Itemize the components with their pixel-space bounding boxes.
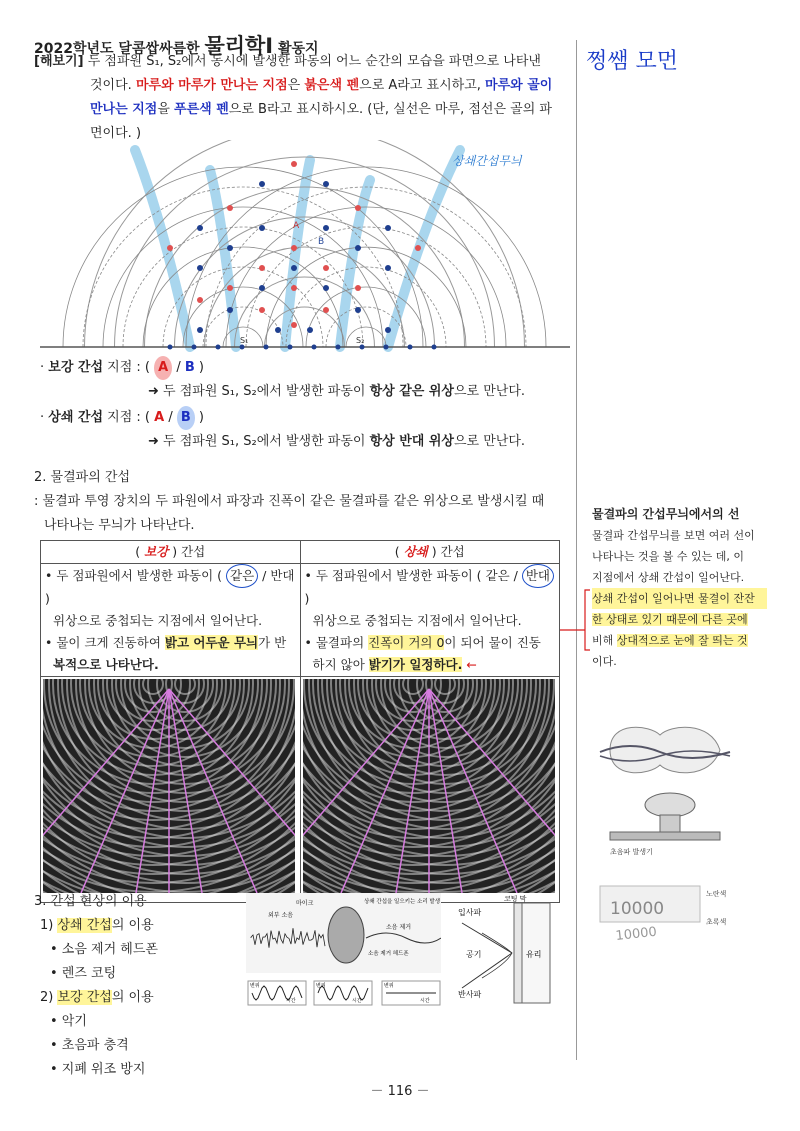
t: 보강 [144,544,169,559]
t: 마루와 골이 [485,78,553,93]
banknote-label-2: 초록색 [706,918,727,926]
mini-graph-disp: 변위 [384,983,394,989]
outer-arc [235,277,375,347]
point-b-label: B [318,237,325,247]
section-3 [34,890,254,1082]
t: · [40,360,49,375]
t: 2) [40,990,58,1005]
label-noise: 외부 소음 [268,912,294,919]
table-head-left [41,541,301,564]
title-subject: 물리학Ⅰ [204,34,274,58]
constructive-explanation [40,380,570,404]
ripple [435,679,455,694]
t [34,986,254,1010]
banknote-value: 10000 [610,899,665,919]
blue-dot [197,327,203,333]
red-dot [355,205,361,211]
red-dot [259,307,265,313]
table-left-text [41,564,301,677]
t: • 악기 [50,1014,87,1029]
red-dot [291,285,297,291]
t: ) [194,360,204,375]
t [45,632,296,654]
baseline-dot [192,345,197,350]
ripple [175,679,195,694]
bracket-arrow [560,580,596,660]
t: 항상 같은 위상 [369,384,454,399]
t: 지점 : ( [103,360,155,375]
section-2-desc-1: : 물결파 투영 장치의 두 파원에서 파장과 진폭이 같은 물결파를 같은 위상으로 발생시킬 때 [34,494,545,509]
t: 을 [157,102,175,117]
ripple [143,679,163,694]
blue-dot [259,181,265,187]
t: A [154,410,165,425]
label-reflect: 반사파 [458,990,482,999]
t: 상쇄 간섭이 일어나면 물결이 잔잔 [592,588,767,609]
label-glass: 유리 [526,950,542,959]
red-dot [415,245,421,251]
t: 밝고 어두운 무늬 [164,635,259,650]
banknote-value-2: 10000 [614,924,658,944]
title-prefix: 2022학년도 달콤쌉싸름한 [34,41,205,57]
blue-dot [385,225,391,231]
baseline-dot [312,345,317,350]
t: 은 [287,78,305,93]
label-coating: 코팅 막 [504,895,527,903]
section-2-heading: 2. 물결파의 간섭 [34,470,131,485]
label-air: 공기 [466,950,482,959]
problem-line-4: 면이다. ) [90,126,142,141]
t: 1) [40,918,58,933]
interference-table [40,540,560,903]
t: 것이다. [90,78,136,93]
mini-graph-time: 시간 [286,998,296,1004]
destructive-explanation [40,430,570,454]
baseline-dot [408,345,413,350]
label-anti: 상쇄 간섭을 일으키는 소리 발생 [364,899,441,905]
table-left-image [41,677,301,903]
t: 이다. [592,655,617,668]
t: 이 되어 물이 진동 [444,635,541,650]
problem-text-1: 두 점파원 S₁, S₂에서 동시에 발생한 파동의 어느 순간의 모습을 파면으로 나타낸 [87,54,541,69]
t: 위상으로 중첩되는 지점에서 일어난다. [53,613,263,628]
t: 으로 A라고 표시하고, [359,78,486,93]
blue-dot [197,225,203,231]
baseline-dot [216,345,221,350]
t: 같은 [226,564,258,588]
blue-dot [275,327,281,333]
coating-layer [514,903,522,1003]
t: 마루와 마루가 만나는 지점 [135,78,288,93]
blue-dot [323,285,329,291]
table-head-right [300,541,560,564]
t: 보강 간섭 [48,360,104,375]
t: • 물이 크게 진동하여 [45,635,165,650]
red-dot [197,297,203,303]
red-dot [291,245,297,251]
t: · [40,410,49,425]
t: 지점 : ( [103,410,155,425]
t: 만나는 지점 [90,102,158,117]
band [388,150,460,347]
red-dot [259,265,265,271]
t: • 지폐 위조 방지 [50,1062,146,1077]
arrow-left-icon: ← [466,657,477,672]
t [592,630,767,651]
label-removed: 소음 제거 [386,924,412,931]
t: 상쇄 간섭 [57,918,112,933]
t: 푸른색 펜 [174,102,229,117]
blue-dot [259,285,265,291]
headphone-cup [328,907,364,963]
answer-b-circled: B [177,406,195,430]
t: 반대 [522,564,554,588]
band [210,170,236,347]
t: / 반대 ) [45,568,295,606]
violin-image [590,710,740,790]
red-dot [227,205,233,211]
blue-dot [323,225,329,231]
t: 복적으로 나타난다. [53,657,159,672]
t: 진폭이 거의 0 [368,635,445,650]
mini-graph-disp: 변위 [250,983,260,989]
destructive-row [40,406,570,430]
t [305,564,556,610]
t: B [184,360,195,375]
point-a-label: A [293,221,300,231]
t: ) 간섭 [168,544,206,559]
red-dot [167,245,173,251]
t [305,632,556,654]
t: 물결파 간섭무늬를 보면 여러 선이 [592,529,755,542]
blue-dot [385,327,391,333]
t: 위상으로 중첩되는 지점에서 일어난다. [312,613,522,628]
t: 하지 않아 [312,657,369,672]
banknote-image [596,880,746,950]
section-3-heading: 3. 간섭 현상의 이용 [34,894,147,909]
ultrasound-label: 초음파 발생기 [610,848,653,856]
blue-dot [291,265,297,271]
t: ➜ 두 점파원 S₁, S₂에서 발생한 파동이 [148,384,370,399]
label-phone: 소음 제거 헤드폰 [368,951,409,957]
t [34,914,254,938]
label-mic: 마이크 [296,900,314,907]
baseline-dot [264,345,269,350]
problem-line-3 [34,98,564,122]
t: 으로 만난다. [453,384,526,399]
problem-line-2 [34,74,564,98]
brand-handwriting: 쩡쌤 모먼 [586,49,679,74]
blue-dot [259,225,265,231]
t: • 두 점파원에서 발생한 파동이 ( [45,568,226,583]
t: 항상 반대 위상 [369,434,454,449]
t: 의 이용 [111,990,154,1005]
t: • 초음파 충격 [50,1038,129,1053]
sidebar-heading: 물결파의 간섭무늬에서의 선 [592,507,740,521]
banknote-label-1: 노란색 [706,890,727,898]
source-s2-label: S₂ [356,336,365,345]
t: 상쇄 간섭 [48,410,104,425]
baseline-dot [168,345,173,350]
t: • 소음 제거 헤드폰 [50,942,158,957]
ripple [403,679,423,694]
t: ) [304,591,310,606]
red-dot [323,307,329,313]
table-right-image [300,677,560,903]
constructive-row [40,356,570,380]
baseline-dot [336,345,341,350]
t: • 렌즈 코팅 [50,966,117,981]
table-right-text [300,564,560,677]
baseline-dot [360,345,365,350]
label-incident: 입사파 [458,908,482,917]
t: • 두 점파원에서 발생한 파동이 ( 같은 / [304,568,522,583]
destructive-pattern-photo [303,679,555,893]
t: 나타나는 것을 볼 수 있는 데, 이 [592,550,744,563]
answer-block [40,356,570,454]
noise-cancel-headphone-diagram [246,893,441,1008]
t: 상대적으로 눈에 잘 띄는 것 [616,634,748,647]
blue-dot [197,265,203,271]
sidebar-note [592,504,767,672]
red-dot [227,285,233,291]
baseline-dot [288,345,293,350]
red-dot [291,161,297,167]
t: ) [194,410,204,425]
title-suffix: 활동지 [273,41,319,57]
t: ) 간섭 [427,544,465,559]
problem-block [34,50,564,146]
section-2-intro [34,466,574,538]
t: 의 이용 [111,918,154,933]
baseline-dot [432,345,437,350]
t: 한 상태로 있기 때문에 다른 곳에 [592,613,748,626]
problem-line-1 [34,50,564,74]
t: 붉은색 펜 [304,78,360,93]
blue-dot [307,327,313,333]
t: 상쇄 [403,544,428,559]
t: 가 반 [258,635,287,650]
blue-dot [227,307,233,313]
blue-dot [385,265,391,271]
t: 보강 간섭 [57,990,112,1005]
ultrasound-device-image [600,790,730,860]
page-number: － 116 － [370,1084,430,1099]
column-divider [576,40,577,1060]
t: ( [135,544,145,559]
t [305,654,556,676]
t: / [164,410,177,425]
source-arc [346,327,386,347]
blue-dot [355,307,361,313]
t: ➜ 두 점파원 S₁, S₂에서 발생한 파동이 [148,434,370,449]
t: ( [394,544,404,559]
t: / [172,360,185,375]
handwritten-annotation: 상쇄간섭무늬 [452,154,522,168]
t: • 물결파의 [304,635,369,650]
mini-graph-disp: 변위 [316,983,326,989]
constructive-pattern-photo [43,679,295,893]
wave-interference-diagram [40,140,570,355]
waveform-sum-graphs [248,981,440,1005]
problem-label: [해보기] [34,54,84,69]
blue-dot [323,181,329,187]
t: 비해 [592,634,617,647]
blue-dot [355,245,361,251]
answer-a-circled: A [154,356,172,380]
red-dot [291,322,297,328]
mini-graph-time: 시간 [352,998,362,1004]
lens-coating-diagram [452,893,552,1008]
baseline-dot [240,345,245,350]
t: 지점에서 상쇄 간섭이 일어난다. [592,571,745,584]
mini-graph-time: 시간 [420,998,430,1004]
red-dot [355,285,361,291]
t [592,609,767,630]
t: 밝기가 일정하다. [368,657,463,672]
baseline-dot [384,345,389,350]
t: 으로 만난다. [453,434,526,449]
source-s1-label: S₁ [240,336,249,345]
t: 으로 B라고 표시하시오. (단, 실선은 마루, 점선은 골의 파 [228,102,552,117]
section-2-desc-2: 나타나는 무늬가 나타난다. [44,518,195,533]
red-dot [323,265,329,271]
t [45,564,296,610]
outer-arc [265,307,345,347]
blue-dot [227,245,233,251]
